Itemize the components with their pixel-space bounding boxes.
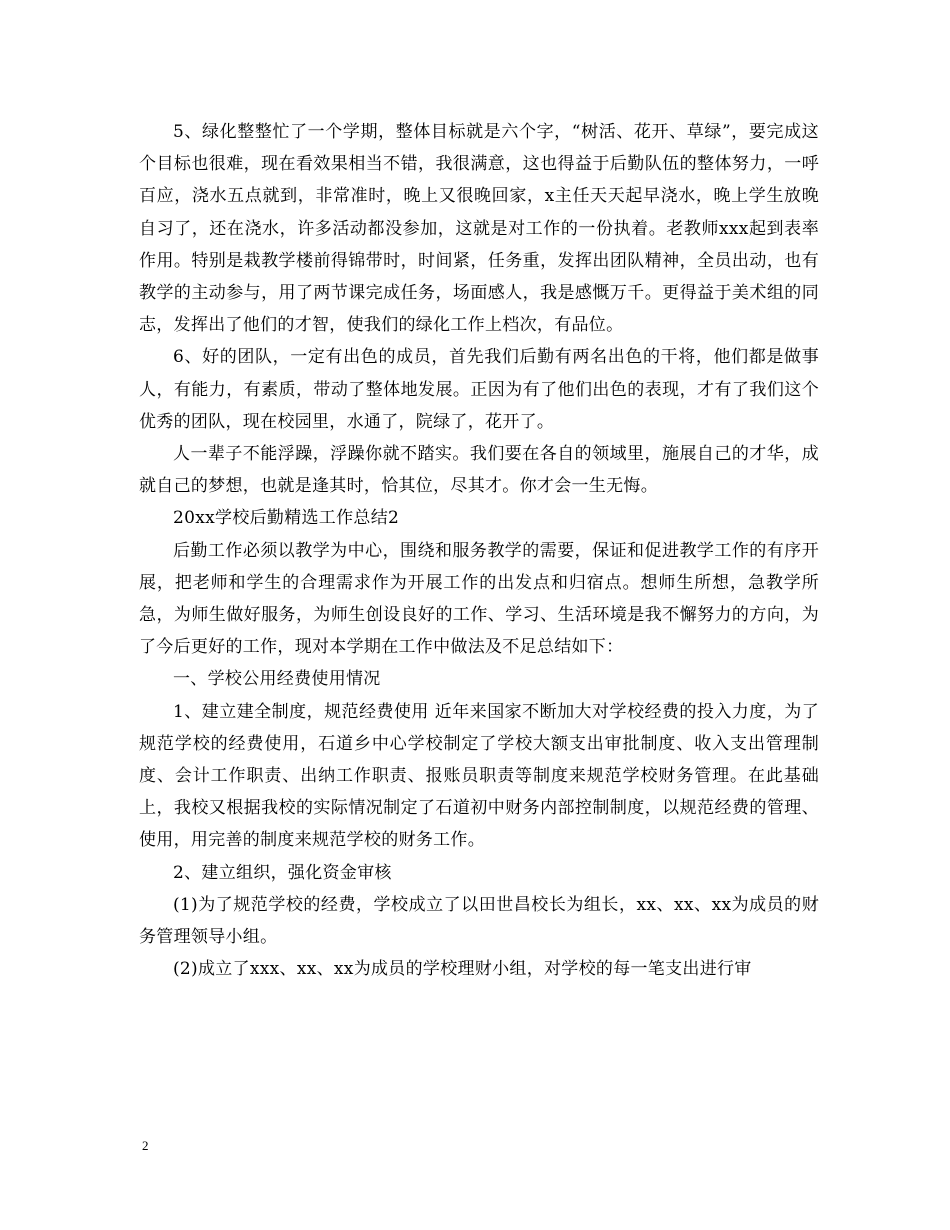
page-number: 2 [142,1138,149,1153]
section-title: 20xx学校后勤精选工作总结2 [173,508,400,529]
paragraph-intro: 后勤工作必须以教学为中心，围绕和服务教学的需要，保证和促进教学工作的有序开展，把老师和学生的合理需求作为开展工作的出发点和归宿点。想师生所想，急教学所急，为师生做好服务，为师生创设良好的工作、学习、生活环境是我不懈努力的方向，为了今后更好的工作，现对本学期在工作中做法及不足总结如下： [139,540,819,658]
document-body [139,116,819,985]
heading-organization: 2、建立组织，强化资金审核 [173,862,392,883]
paragraph-system: 1、建立建全制度，规范经费使用 近年来国家不断加大对学校经费的投入力度，为了规范学校的经费使用，石道乡中心学校制定了学校大额支出审批制度、收入支出管理制度、会计工作职责、出纳工作职责、报账员职责等制度来规范学校财务管理。在此基础上，我校又根据我校的实际情况制定了石道初中财务内部控制制度，以规范经费的管理、使用，用完善的制度来规范学校的财务工作。 [139,701,819,851]
paragraph-reflection: 人一辈子不能浮躁，浮躁你就不踏实。我们要在各自的领域里，施展自己的才华，成就自己的梦想，也就是逢其时，恰其位，尽其才。你才会一生无悔。 [139,444,819,497]
paragraph-team: 6、好的团队，一定有出色的成员，首先我们后勤有两名出色的干将，他们都是做事人，有能力，有素质，带动了整体地发展。正因为有了他们出色的表现，才有了我们这个优秀的团队，现在校园里，水通了，院绿了，花开了。 [139,347,819,432]
heading-funding: 一、学校公用经费使用情况 [173,669,381,690]
paragraph-finance-group: (2)成立了xxx、xx、xx为成员的学校理财小组，对学校的每一笔支出进行审 [173,959,752,980]
paragraph-leadership-group: (1)为了规范学校的经费，学校成立了以田世昌校长为组长，xx、xx、xx为成员的财务管理领导小组。 [139,894,819,948]
paragraph-greening: 5、绿化整整忙了一个学期，整体目标就是六个字，“树活、花开、草绿”，要完成这个目标也很难，现在看效果相当不错，我很满意，这也得益于后勤队伍的整体努力，一呼百应，浇水五点就到，非常准时，晚上又很晚回家，x主任天天起早浇水，晚上学生放晚自习了，还在浇水，许多活动都没参加，这就是对工作的一份执着。老教师xxx起到表率作用。特别是栽教学楼前得锦带时，时间紧，任务重，发挥出团队精神，全员出动，也有教学的主动参与，用了两节课完成任务，场面感人，我是感慨万千。更得益于美术组的同志，发挥出了他们的才智，使我们的绿化工作上档次，有品位。 [139,122,819,336]
